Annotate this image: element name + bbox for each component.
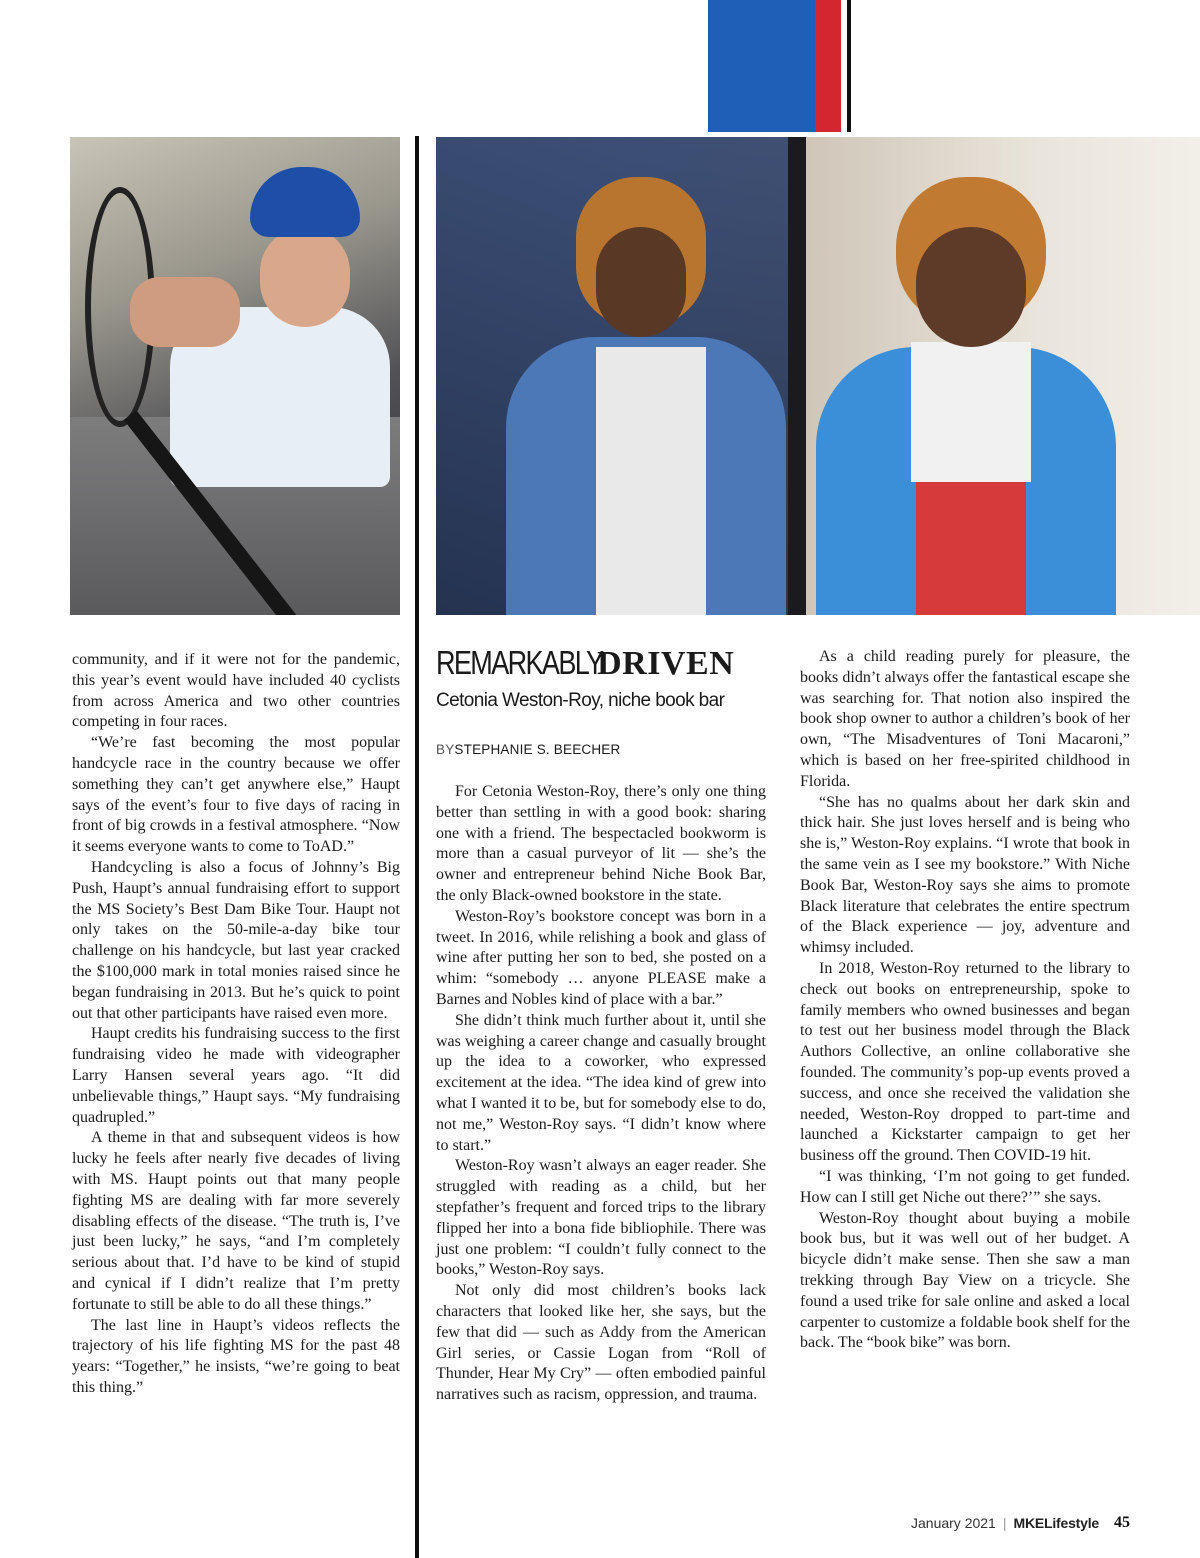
paragraph: community, and if it were not for the pandemic, this year’s event would have included 40 cyclists from across America and two other countries competing in four races. <box>72 651 400 731</box>
paragraph: Not only did most children’s books lack characters that looked like her, she says, but the few that did — such as Addy from the American Girl series, or Cassie Logan from “Roll of Thunder, Hear My Cry” — often embodied painful narratives such as racism, oppression, and trauma. <box>436 1282 766 1404</box>
headline-bold: DRIVEN <box>597 645 735 682</box>
paragraph: Haupt credits his fundraising success to the first fundraising video he made with videographer Larry Hansen several years ago. “It did unbelievable things,” Haupt says. “My fundraising quadrupled.” <box>72 1025 400 1126</box>
paragraph: Handcycling is also a focus of Johnny’s Big Push, Haupt’s annual fundraising effort to support the MS Society’s Best Dam Bike Tour. Haupt not only takes on the 50-mile-a-day bike tour challenge on his handcycle, but last year cracked the $100,000 mark in total monies raised since he began fundraising in 2013. But he’s quick to point out that other participants have raised even more. <box>72 858 400 1022</box>
paragraph: Weston-Roy wasn’t always an eager reader. She struggled with reading as a child, but her stepfather’s frequent and forced trips to the library flipped her into a bona fide bibliophile. There was just one problem: “I couldn’t fully connect to the books,” Weston-Roy says. <box>436 1157 766 1279</box>
issue-date: January 2021 <box>911 1515 996 1531</box>
page-footer <box>911 1514 1130 1532</box>
page-number: 45 <box>1114 1514 1130 1531</box>
paragraph: Weston-Roy’s bookstore concept was born in a tweet. In 2016, while relishing a book and glass of wine after putting her son to bed, she posted on a whim: “somebody … anyone PLEASE make a Barnes and Nobles kind of place with a bar.” <box>436 907 766 1008</box>
paragraph: The last line in Haupt’s videos reflects the trajectory of his life fighting MS for the past 48 years: “Together,” he insists, “we’re going to beat this thing.” <box>72 1316 400 1396</box>
handcyclist-photo <box>70 137 400 615</box>
byline-prefix: BY <box>436 742 455 757</box>
right-column <box>800 647 1130 1354</box>
paragraph: “I was thinking, ‘I’m not going to get funded. How can I still get Niche out there?’” she says. <box>800 1167 1130 1206</box>
headline-light: REMARKABLY <box>436 644 603 681</box>
accent-bar-blue <box>708 0 815 132</box>
accent-bar-black <box>847 0 851 132</box>
paragraph: For Cetonia Weston-Roy, there’s only one thing better than settling in with a good book: sharing one with a friend. The bespectacled bookworm is more than a casual purveyor of lit — she’s the owner and entrepreneur behind Niche Book Bar, the only Black-owned bookstore in the state. <box>436 783 766 904</box>
column-divider <box>415 136 419 1558</box>
article-headline <box>436 644 776 683</box>
accent-bar-red <box>815 0 841 132</box>
paragraph: A theme in that and subsequent videos is how lucky he feels after nearly five decades of living with MS. Haupt points out that many people fighting MS are dealing with far more severely disabling effects of the disease. “The truth is, I’ve just been lucky,” he says, “and I’m completely serious about that. I’d have to be kind of stupid and cynical if I didn’t realize that I’m pretty fortunate to still be able to do all these things.” <box>72 1129 400 1313</box>
article-subhead: Cetonia Weston-Roy, niche book bar <box>436 690 725 711</box>
byline <box>436 742 620 757</box>
paragraph: Weston-Roy thought about buying a mobile book bus, but it was well out of her budget. A bicycle didn’t make sense. Then she saw a man trekking through Bay View on a tricycle. She found a used trike for sale online and asked a local carpenter to customize a foldable book shelf for the back. The “book bike” was born. <box>800 1209 1130 1352</box>
paragraph: She didn’t think much further about it, until she was weighing a career change and casually brought up the idea to a coworker, who expressed excitement at the idea. “The idea kind of grew into what I wanted it to be, but for somebody else to do, not me,” Weston-Roy says. “I didn’t know where to start.” <box>436 1011 766 1154</box>
left-column <box>72 650 400 1399</box>
paragraph: “We’re fast becoming the most popular handcycle race in the country because we offer something they can’t get anywhere else,” Haupt says of the event’s four to five days of racing in front of big crowds in a festival atmosphere. “Now it seems everyone wants to come to ToAD.” <box>72 734 400 856</box>
paragraph: In 2018, Weston-Roy returned to the library to check out books on entrepreneurship, spoke to family members who owned businesses and began to test out her business model through the Black Authors Collective, an online collaborative she founded. The community’s pop-up events proved a success, and once she received the validation she needed, Weston-Roy dropped to part-time and launched a Kickstarter campaign to get her business off the ground. Then COVID-19 hit. <box>800 959 1130 1165</box>
footer-separator: | <box>1002 1515 1007 1531</box>
middle-column <box>436 782 766 1406</box>
portrait-photo <box>436 137 1200 615</box>
publication-name: MKELifestyle <box>1013 1515 1099 1531</box>
paragraph: “She has no qualms about her dark skin and thick hair. She just loves herself and is being who she is,” Weston-Roy explains. “I wrote that book in the same vein as I see my bookstore.” With Niche Book Bar, Weston-Roy says she aims to promote Black literature that celebrates the entire spectrum of the Black experience — joy, adventure and whimsy included. <box>800 793 1130 957</box>
paragraph: As a child reading purely for pleasure, the books didn’t always offer the fantastical escape she was searching for. That notion also inspired the book shop owner to author a children’s book of her own, “The Misadventures of Toni Macaroni,” which is based on her free-spirited childhood in Florida. <box>800 648 1130 790</box>
byline-author: STEPHANIE S. BEECHER <box>454 742 621 757</box>
